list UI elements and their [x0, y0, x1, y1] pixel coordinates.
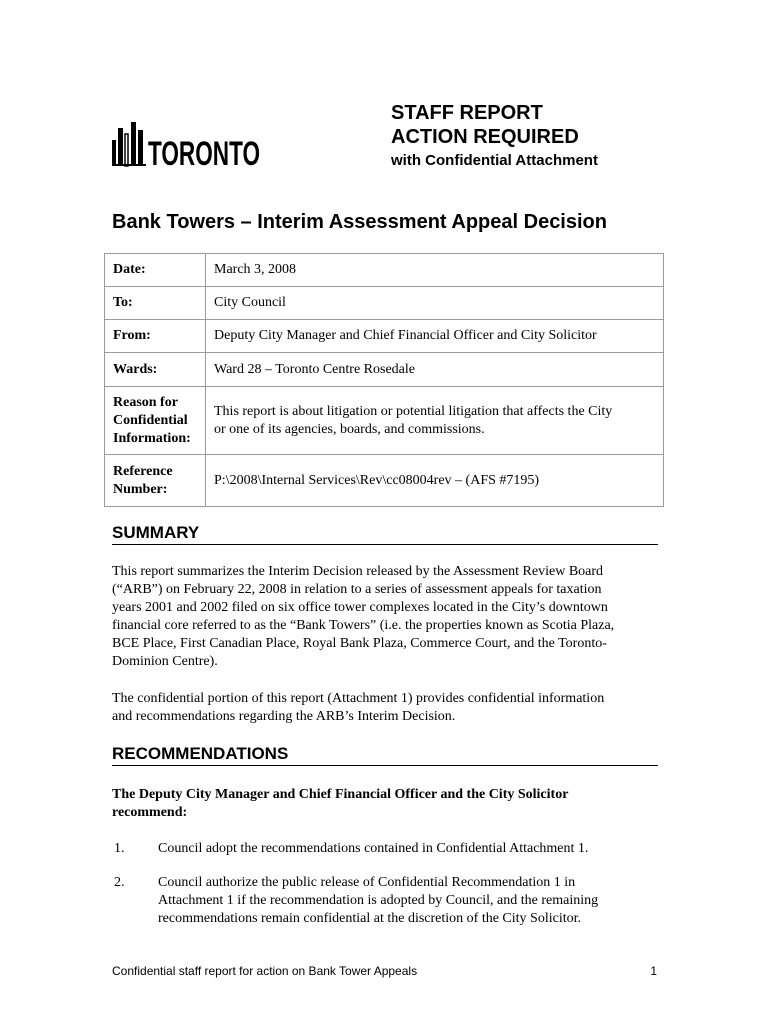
summary-paragraph-1: [112, 563, 662, 671]
info-label: Wards:: [105, 353, 206, 387]
report-action: ACTION REQUIRED: [391, 126, 579, 148]
text-line: years 2001 and 2002 filed on six office tower complexes located in the City’s downtown: [112, 600, 608, 615]
text-line: recommendations remain confidential at the discretion of the City Solicitor.: [158, 911, 582, 926]
info-value: [206, 387, 664, 455]
text-line: The confidential portion of this report (Attachment 1) provides confidential information: [112, 691, 605, 706]
footer-text: Confidential staff report for action on Bank Tower Appeals: [112, 964, 418, 978]
info-row-date: [105, 254, 664, 287]
value-line: This report is about litigation or potential litigation that affects the City: [214, 403, 613, 419]
report-type: STAFF REPORT: [391, 102, 543, 124]
info-label: [105, 455, 206, 507]
city-hall-logo-icon: [112, 120, 272, 173]
info-value: Ward 28 – Toronto Centre Rosedale: [206, 353, 664, 387]
report-header: [391, 101, 598, 171]
info-row-from: [105, 320, 664, 353]
toronto-logo: [112, 120, 272, 173]
logo-wordmark: TORONTO: [148, 135, 260, 173]
recommendations-heading: RECOMMENDATIONS: [112, 744, 658, 766]
summary-heading: SUMMARY: [112, 523, 658, 545]
text-line: BCE Place, First Canadian Place, Royal Bank Plaza, Commerce Court, and the Toronto-: [112, 636, 607, 651]
info-value: P:\2008\Internal Services\Rev\cc08004rev – (AFS #7195): [206, 455, 664, 507]
recommendation-text: [158, 874, 662, 928]
report-info-table: [104, 253, 664, 507]
label-line: Confidential: [113, 412, 188, 428]
text-line: financial core referred to as the “Bank Towers” (i.e. the properties known as Scotia Plaza,: [112, 618, 615, 633]
recommendation-number: 1.: [114, 841, 125, 856]
info-label: Date:: [105, 254, 206, 287]
text-line: recommend:: [112, 805, 188, 820]
info-row-reason: [105, 387, 664, 455]
report-attachment-note: with Confidential Attachment: [391, 152, 598, 169]
info-label: [105, 387, 206, 455]
value-line: or one of its agencies, boards, and commissions.: [214, 421, 485, 437]
page-footer: [112, 964, 657, 978]
info-label: To:: [105, 287, 206, 320]
info-value: City Council: [206, 287, 664, 320]
text-line: Council authorize the public release of Confidential Recommendation 1 in: [158, 875, 576, 890]
summary-paragraph-2: [112, 690, 662, 726]
text-line: (“ARB”) on February 22, 2008 in relation to a series of assessment appeals for taxation: [112, 582, 602, 597]
info-row-reference: [105, 455, 664, 507]
recommendation-item: [112, 840, 662, 858]
page-number: 1: [650, 964, 657, 978]
text-line: Dominion Centre).: [112, 654, 218, 669]
recommendation-number: 2.: [114, 875, 125, 890]
label-line: Number:: [113, 481, 168, 497]
label-line: Information:: [113, 430, 191, 446]
text-line: The Deputy City Manager and Chief Financial Officer and the City Solicitor: [112, 787, 569, 802]
info-row-to: [105, 287, 664, 320]
recommendation-item: [112, 874, 662, 928]
recommendations-intro: [112, 786, 662, 822]
label-line: Reason for: [113, 394, 178, 410]
report-title: Bank Towers – Interim Assessment Appeal Decision: [112, 211, 607, 233]
text-line: and recommendations regarding the ARB’s Interim Decision.: [112, 709, 456, 724]
text-line: Attachment 1 if the recommendation is adopted by Council, and the remaining: [158, 893, 599, 908]
info-row-wards: [105, 353, 664, 387]
recommendation-text: [158, 840, 662, 858]
text-line: Council adopt the recommendations contained in Confidential Attachment 1.: [158, 841, 589, 856]
text-line: This report summarizes the Interim Decision released by the Assessment Review Board: [112, 564, 604, 579]
label-line: Reference: [113, 463, 173, 479]
info-value: Deputy City Manager and Chief Financial Officer and City Solicitor: [206, 320, 664, 353]
info-value: March 3, 2008: [206, 254, 664, 287]
info-label: From:: [105, 320, 206, 353]
